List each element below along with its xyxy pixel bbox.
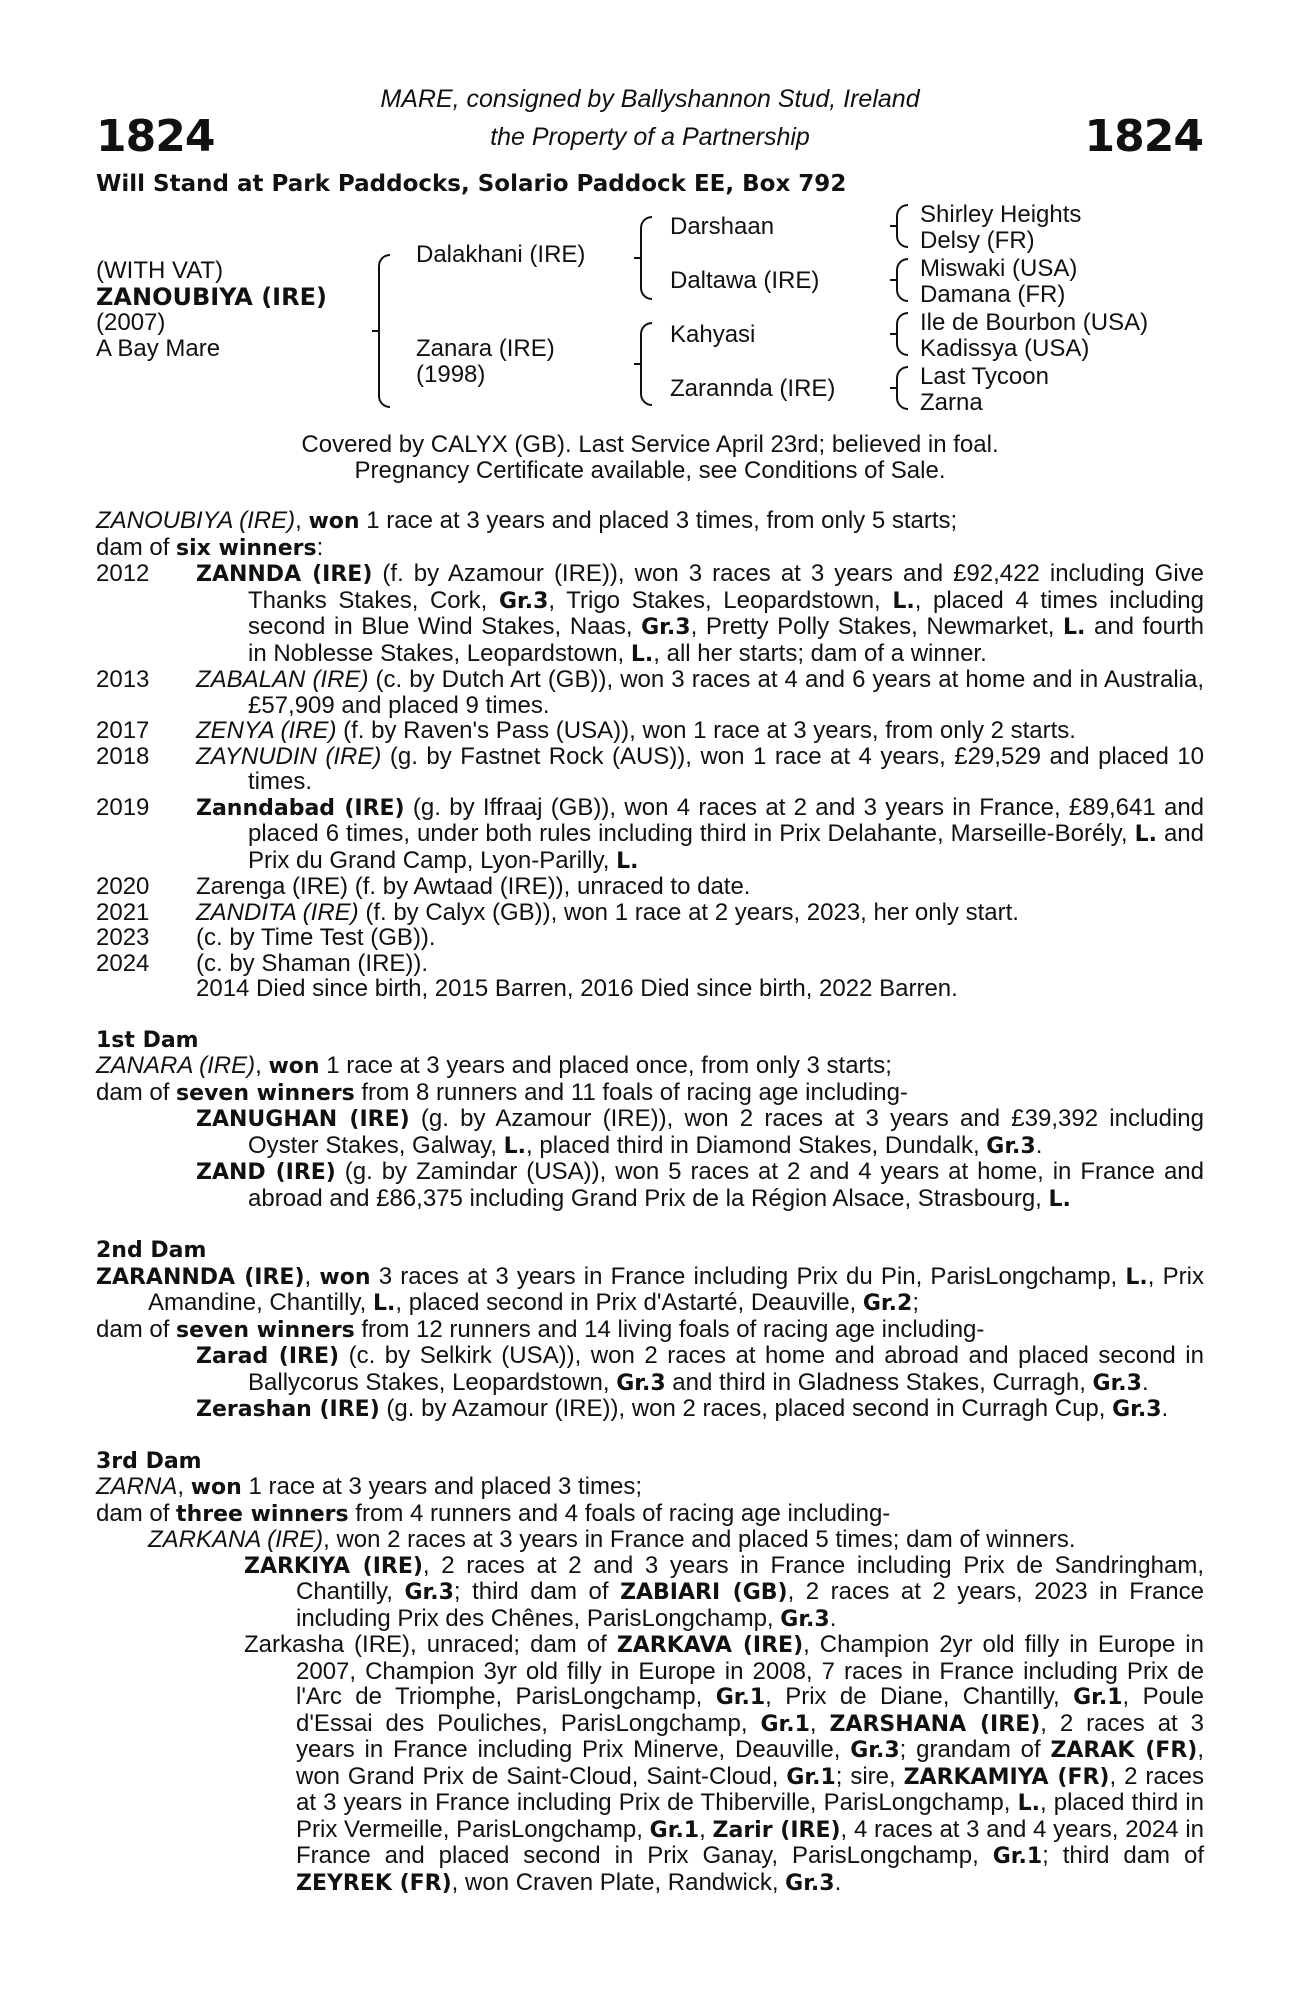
dam2-entry: Zerashan (IRE) (g. by Azamour (IRE)), won 2 races, placed second in Curragh Cup, Gr.3. <box>196 1395 1169 1422</box>
dam2-title: 2nd Dam <box>96 1238 207 1263</box>
mare-dam-of: dam of six winners: <box>96 533 324 561</box>
dam2-dam-of: dam of seven winners from 12 runners and 14 living foals of racing age including- <box>96 1315 985 1343</box>
dam1-entry: ZAND (IRE) (g. by Zamindar (USA)), won 5 races at 2 and 4 years at home, in France and abroad and £86,375 including Grand Prix de la Région Alsace, Strasbourg, L. <box>196 1158 1204 1212</box>
dam3-entry: ZARKIYA (IRE), 2 races at 2 and 3 years in France including Prix de Sandringham, Chantilly, Gr.3; third dam of ZABIARI (GB), 2 races at 2 years, 2023 in France including Prix des Chênes, ParisLongchamp, Gr.3. <box>244 1551 1205 1632</box>
dsd: Kadissya (USA) <box>920 335 1090 362</box>
produce-row: 2020 Zarenga (IRE) (f. by Awtaad (IRE)), unraced to date. <box>96 873 751 900</box>
stand-location: Will Stand at Park Paddocks, Solario Paddock EE, Box 792 <box>96 171 847 197</box>
consignor-header <box>330 80 970 156</box>
brace-dd <box>896 366 908 410</box>
covered-note <box>200 432 1100 484</box>
sire-sire: Darshaan <box>670 213 775 240</box>
dam3-title: 3rd Dam <box>96 1448 202 1474</box>
dss: Ile de Bourbon (USA) <box>920 309 1149 336</box>
lot-number-left: 1824 <box>96 111 215 162</box>
sire: Dalakhani (IRE) <box>416 241 586 268</box>
dam2-entry: Zarad (IRE) (c. by Selkirk (USA)), won 2 races at home and abroad and placed second in Ballycorus Stakes, Leopardstown, Gr.3 and third in Gladness Stakes, Curragh, Gr.3. <box>196 1342 1204 1396</box>
covered-line: Covered by CALYX (GB). Last Service April 23rd; believed in foal. <box>301 431 999 458</box>
dam1-title: 1st Dam <box>96 1027 199 1053</box>
dam-year: (1998) <box>416 361 486 388</box>
brace-ds <box>896 312 908 356</box>
brace-sire <box>640 216 652 300</box>
dam3-record: ZARNA, won 1 race at 3 years and placed 3 times; <box>96 1473 643 1500</box>
dam-dam: Zarannda (IRE) <box>670 375 836 402</box>
horse-year: (2007) <box>96 309 166 336</box>
produce-row: 2013 ZABALAN (IRE) (c. by Dutch Art (GB)), won 3 races at 4 and 6 years at home and in Australia, £57,909 and placed 9 times. <box>96 666 1205 719</box>
produce-row: 2017 ZENYA (IRE) (f. by Raven's Pass (USA)), won 1 race at 3 years, from only 2 starts. <box>96 717 1076 744</box>
ddd: Zarna <box>920 389 983 416</box>
dam-sire: Kahyasi <box>670 321 756 348</box>
produce-row: 2012 ZANNDA (IRE) (f. by Azamour (IRE)), won 3 races at 3 years and £92,422 including Give Thanks Stakes, Cork, Gr.3, Trigo Stakes, Leopardstown, L., placed 4 times including second in Blue Wind Stakes, Naas, Gr.3, Pretty Polly Stakes, Newmarket, L. and fourth in Noblesse Stakes, Leopardstown, L., all her starts; dam of a winner. <box>96 560 1205 667</box>
certificate-line: Pregnancy Certificate available, see Conditions of Sale. <box>354 457 946 484</box>
dam: Zanara (IRE) <box>416 335 555 362</box>
sds: Miswaki (USA) <box>920 255 1078 282</box>
vat-label: (WITH VAT) <box>96 257 224 284</box>
horse-description: A Bay Mare <box>96 335 221 362</box>
brace-gen1 <box>378 254 390 408</box>
dam1-dam-of: dam of seven winners from 8 runners and 11 foals of racing age including- <box>96 1078 908 1106</box>
produce-row: 2024 (c. by Shaman (IRE)). <box>96 949 429 977</box>
horse-name: ZANOUBIYA (IRE) <box>96 283 327 311</box>
ssd: Delsy (FR) <box>920 227 1035 254</box>
produce-row: 2018 ZAYNUDIN (IRE) (g. by Fastnet Rock (AUS)), won 1 race at 4 years, £29,529 and placed 10 times. <box>96 742 1204 795</box>
lot-number-right: 1824 <box>1084 111 1203 162</box>
sire-dam: Daltawa (IRE) <box>670 267 820 294</box>
brace-ss <box>896 204 908 248</box>
dam3-entry: ZARKANA (IRE), won 2 races at 3 years in France and placed 5 times; dam of winners. <box>148 1526 1076 1553</box>
produce-note: 2014 Died since birth, 2015 Barren, 2016 Died since birth, 2022 Barren. <box>196 975 958 1002</box>
catalogue-body <box>96 508 1204 1896</box>
produce-row: 2021 ZANDITA (IRE) (f. by Calyx (GB)), won 1 race at 2 years, 2023, her only start. <box>96 898 1019 926</box>
mare-record: ZANOUBIYA (IRE), won 1 race at 3 years and placed 3 times, from only 5 starts; <box>96 507 958 534</box>
dam2-record: ZARANNDA (IRE), won 3 races at 3 years in France including Prix du Pin, ParisLongchamp, L., Prix Amandine, Chantilly, L., placed second in Prix d'Astarté, Deauville, Gr.2; <box>96 1262 1204 1316</box>
dam1-record: ZANARA (IRE), won 1 race at 3 years and placed once, from only 3 starts; <box>96 1052 892 1079</box>
dam3-dam-of: dam of three winners from 4 runners and 4 foals of racing age including- <box>96 1499 891 1527</box>
sdd: Damana (FR) <box>920 281 1066 308</box>
dam1-entry: ZANUGHAN (IRE) (g. by Azamour (IRE)), won 2 races at 3 years and £39,392 including Oyster Stakes, Galway, L., placed third in Diamond Stakes, Dundalk, Gr.3. <box>196 1105 1205 1159</box>
produce-row: 2019 Zanndabad (IRE) (g. by Iffraaj (GB)), won 4 races at 2 and 3 years in France, £89,641 and placed 6 times, under both rules including third in Prix Delahante, Marseille-Borély, L. and Prix du Grand Camp, Lyon-Parilly, L. <box>96 793 1205 874</box>
brace-sd <box>896 258 908 302</box>
produce-row: 2023 (c. by Time Test (GB)). <box>96 924 436 951</box>
dam3-entry: Zarkasha (IRE), unraced; dam of ZARKAVA (IRE), Champion 2yr old filly in Europe in 2007, Champion 3yr old filly in Europe in 2008, 7 races in France including Prix de l'Arc de Triomphe, ParisLongchamp, Gr.1, Prix de Diane, Chantilly, Gr.1, Poule d'Essai des Pouliches, ParisLongchamp, Gr.1, ZARSHANA (IRE), 2 races at 3 years in France including Prix Minerve, Deauville, Gr.3; grandam of ZARAK (FR), won Grand Prix de Saint-Cloud, Saint-Cloud, Gr.1; sire, ZARKAMIYA (FR), 2 races at 3 years in France including Prix de Thiberville, ParisLongchamp, L., placed third in Prix Vermeille, ParisLongchamp, Gr.1, Zarir (IRE), 4 races at 3 and 4 years, 2024 in France and placed second in Prix Ganay, ParisLongchamp, Gr.1; third dam of ZEYREK (FR), won Craven Plate, Randwick, Gr.3. <box>244 1631 1205 1896</box>
consignor-line: MARE, consigned by Ballyshannon Stud, Ireland <box>380 85 920 113</box>
property-line: the Property of a Partnership <box>490 123 810 151</box>
dds: Last Tycoon <box>920 363 1049 390</box>
brace-dam <box>640 322 652 406</box>
sss: Shirley Heights <box>920 201 1082 228</box>
